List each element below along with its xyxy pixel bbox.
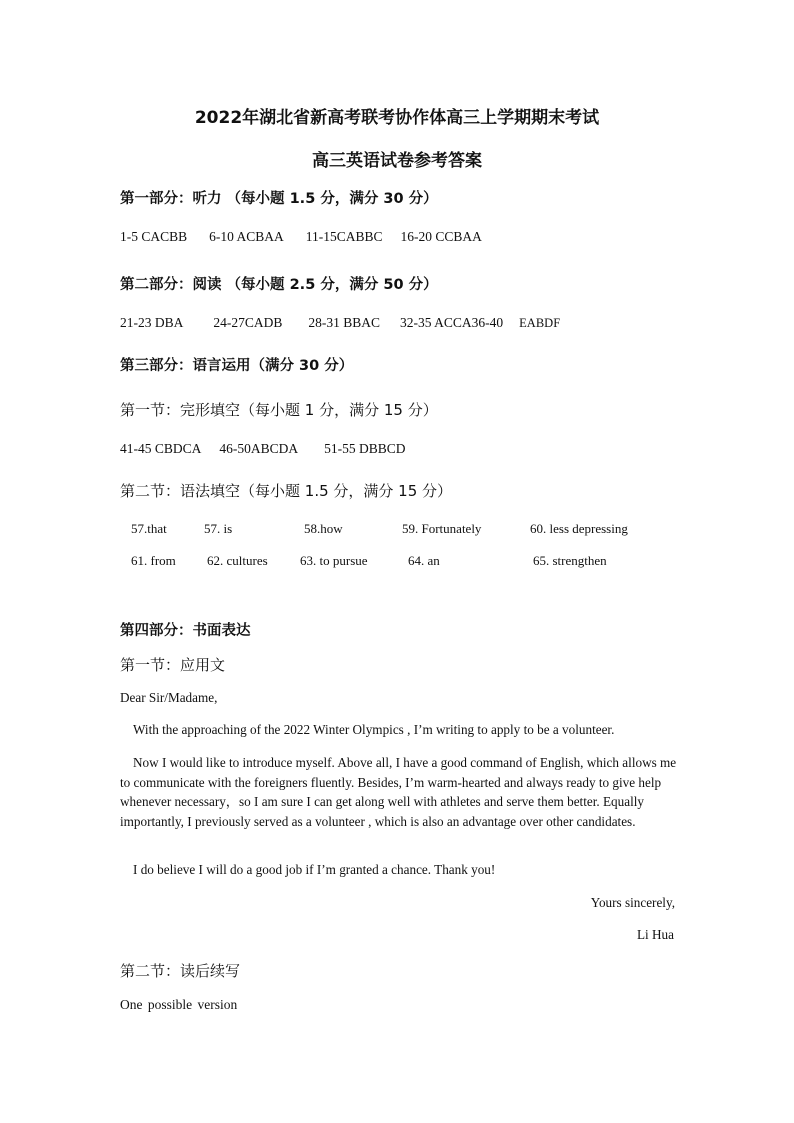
letter-paragraph: Now I would like to introduce myself. Above all, I have a good command of English, which allows me to communicate with the foreigners fluently. Besides, I’m warm-hearted and always ready to give help whenever necessary，so I am sure I can get along well with athletes and serve them better. Equally importantly, I previously served as a volunteer , which is also an advantage over other candidates. xyxy=(120,755,677,829)
grammar-answer: 62. cultures xyxy=(207,553,268,568)
letter-signature: Li Hua xyxy=(637,927,674,942)
letter-salutation: Dear Sir/Madame, xyxy=(120,690,218,705)
grammar-answer: 64. an xyxy=(408,553,440,568)
part1-heading: 第一部分：听力 （每小题 1.5 分，满分 30 分） xyxy=(120,191,438,207)
grammar-answer: 61. from xyxy=(131,553,176,568)
answer-group: 41-45 CBDCA xyxy=(120,441,202,456)
grammar-answer: 57. is xyxy=(204,521,233,536)
part4-heading: 第四部分：书面表达 xyxy=(120,623,251,639)
grammar-answer: 59. Fortunately xyxy=(402,521,482,536)
answer-group: EABDF xyxy=(519,316,561,330)
letter-paragraph: I do believe I will do a good job if I’m granted a chance. Thank you! xyxy=(133,862,496,877)
answer-group: 6-10 ACBAA xyxy=(209,229,284,244)
part3-heading: 第三部分：语言运用（满分 30 分） xyxy=(120,358,354,374)
letter-closing: Yours sincerely, xyxy=(590,895,675,910)
grammar-answer: 57.that xyxy=(131,521,167,536)
answer-group: 32-35 ACCA36-40 xyxy=(400,315,504,330)
answer-group: 21-23 DBA xyxy=(120,315,184,330)
part3-section1-heading: 第一节：完形填空（每小题 1 分，满分 15 分） xyxy=(120,401,438,419)
part1-answers xyxy=(120,229,482,245)
answer-group: 24-27CADB xyxy=(213,315,283,330)
letter-paragraph: With the approaching of the 2022 Winter Olympics , I’m writing to apply to be a volunteer. xyxy=(133,722,615,737)
part4-section2-heading: 第二节：读后续写 xyxy=(120,962,241,980)
possible-version-note: One possible version xyxy=(120,997,238,1012)
part2-heading: 第二部分：阅读 （每小题 2.5 分，满分 50 分） xyxy=(120,277,438,293)
part3-section2-heading: 第二节：语法填空（每小题 1.5 分，满分 15 分） xyxy=(120,482,453,500)
answer-group: 46-50ABCDA xyxy=(219,441,299,456)
page-subtitle: 高三英语试卷参考答案 xyxy=(312,151,482,171)
answer-group: 11-15CABBC xyxy=(305,229,383,244)
part2-answers xyxy=(120,315,560,331)
grammar-answer: 58.how xyxy=(304,521,343,536)
part3-section1-answers xyxy=(120,441,406,457)
answer-group: 51-55 DBBCD xyxy=(324,441,406,456)
grammar-answer: 63. to pursue xyxy=(300,553,368,568)
grammar-answer: 60. less depressing xyxy=(530,521,628,536)
answer-group: 16-20 CCBAA xyxy=(400,229,482,244)
answer-group: 1-5 CACBB xyxy=(120,229,188,244)
part4-section1-heading: 第一节：应用文 xyxy=(120,656,226,674)
page-title: 2022年湖北省新高考联考协作体高三上学期期末考试 xyxy=(194,108,600,128)
grammar-answer: 65. strengthen xyxy=(533,553,607,568)
answer-group: 28-31 BBAC xyxy=(308,315,381,330)
